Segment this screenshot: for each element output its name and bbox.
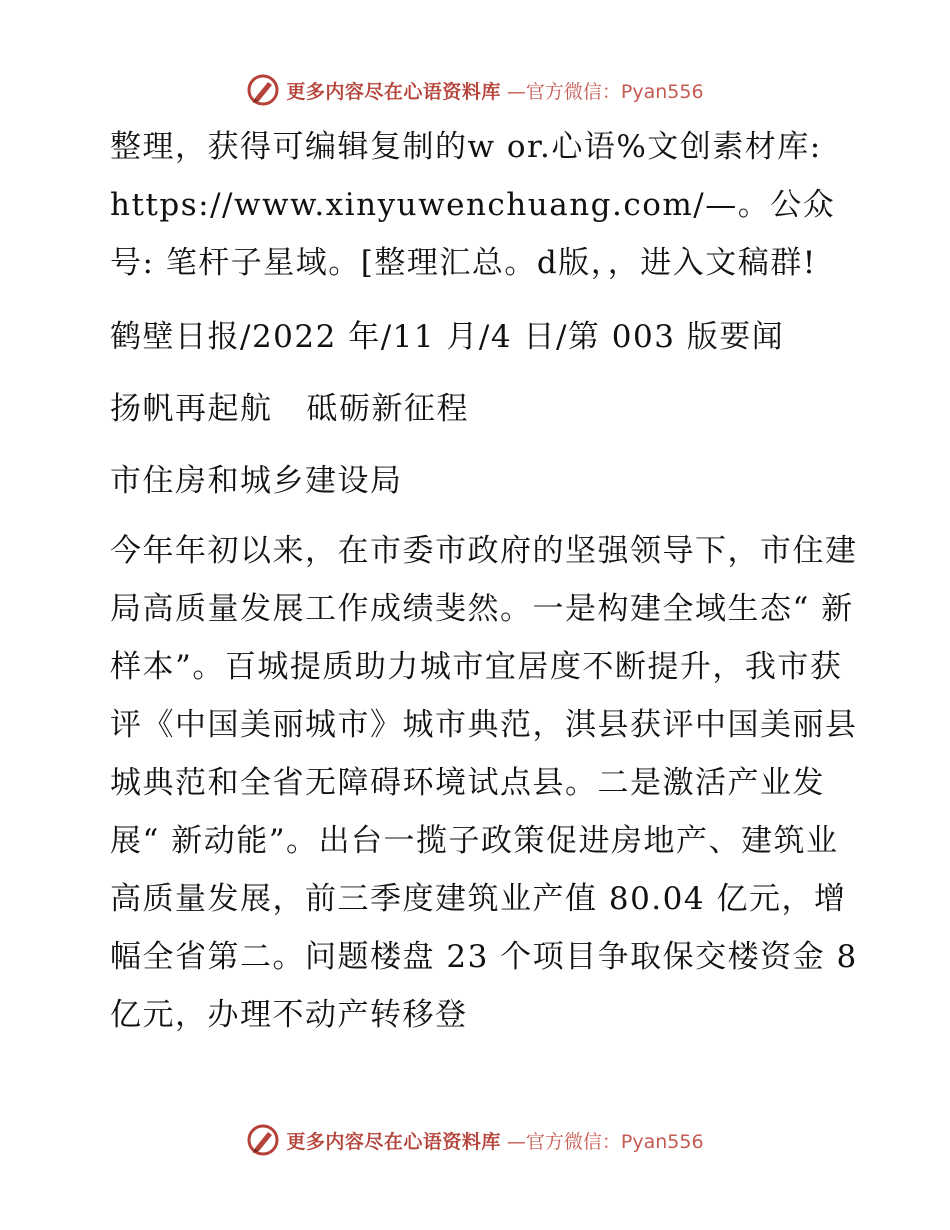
header-watermark-banner xyxy=(0,70,950,110)
pen-logo-icon xyxy=(246,1123,280,1157)
banner-sub-text: —官方微信：Pyan556 xyxy=(506,80,704,103)
banner-main-text: 更多内容尽在心语资料库 xyxy=(286,80,501,103)
article-body: 今年年初以来，在市委市政府的坚强领导下，市住建局高质量发展工作成绩斐然。一是构建全域生态“ 新样本”。百城提质助力城市宜居度不断提升，我市获评《中国美丽城市》城市典范，淇县获评中国美丽县城典范和全省无障碍环境试点县。二是激活产业发展“ 新动能”。出台一揽子政策促进房地产、建筑业高质量发展，前三季度建筑业产值 80.04 亿元，增幅全省第二。问题楼盘 23 个项目争取保交楼资金 8 亿元，办理不动产转移登 xyxy=(110,533,858,1033)
article-title: 扬帆再起航 砥砺新征程 xyxy=(110,391,470,427)
footer-watermark-banner xyxy=(0,1120,950,1160)
intro-paragraph: 整理，获得可编辑复制的w or.心语%文创素材库: https://www.xinyuwenchuang.com/—。公众号: 笔杆子星域。[整理汇总。d版，，进入文稿群! xyxy=(110,129,836,281)
publication-meta: 鹤壁日报/2022 年/11 月/4 日/第 003 版要闻 xyxy=(110,319,785,355)
document-body xyxy=(98,118,858,1044)
banner-sub-text: —官方微信：Pyan556 xyxy=(506,1130,704,1153)
banner-main-text: 更多内容尽在心语资料库 xyxy=(286,1130,501,1153)
article-author: 市住房和城乡建设局 xyxy=(110,463,403,499)
pen-logo-icon xyxy=(246,73,280,107)
